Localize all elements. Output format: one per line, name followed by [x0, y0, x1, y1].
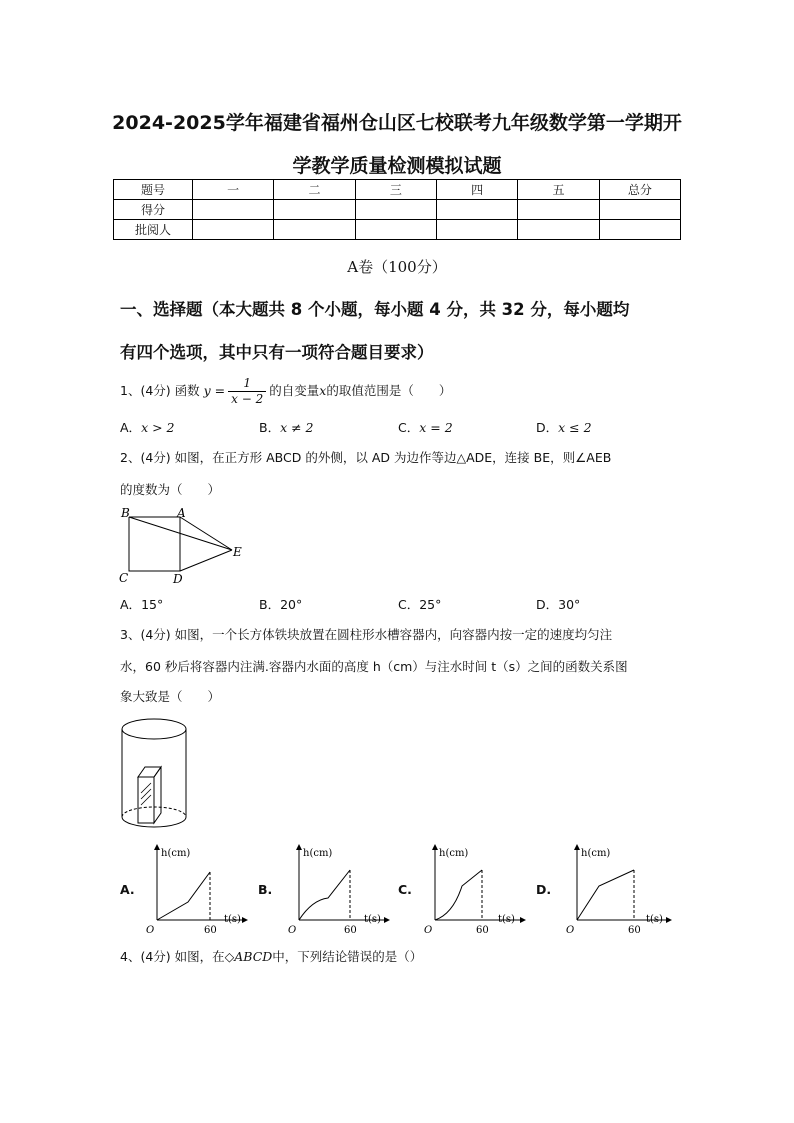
volume-label: A卷（100分）: [347, 258, 447, 276]
q1-option-c: C．x = 2: [398, 420, 453, 435]
svg-text:t(s): t(s): [364, 914, 381, 925]
svg-text:60: 60: [476, 925, 489, 936]
q4-prefix: 4、(4分) 如图，在: [120, 949, 225, 964]
q2-option-d: D．30°: [536, 597, 581, 612]
question-3-line3: 象大致是（ ）: [120, 689, 221, 704]
q1-numerator: 1: [228, 376, 266, 392]
label-a: A: [177, 506, 186, 520]
q3-graph-d: [562, 842, 677, 936]
svg-text:60: 60: [344, 925, 357, 936]
table-cell: 四: [436, 180, 517, 200]
label-e: E: [233, 545, 242, 559]
score-cell: [274, 200, 355, 220]
table-cell: 五: [518, 180, 599, 200]
q4-shape: ◇ABCD: [224, 949, 273, 964]
svg-text:t(s): t(s): [224, 914, 241, 925]
score-cell: [599, 200, 680, 220]
q2-square-figure: [114, 504, 254, 588]
section-heading-line2: 有四个选项，其中只有一项符合题目要求）: [120, 343, 434, 362]
score-cell: [436, 220, 517, 240]
q4-suffix: 中，下列结论错误的是（）: [272, 949, 423, 964]
q1-y-eq: y =: [203, 383, 226, 398]
q1-fraction: [228, 376, 266, 407]
svg-text:t(s): t(s): [498, 914, 515, 925]
score-cell: [355, 220, 436, 240]
q1-option-b: B．x ≠ 2: [259, 420, 314, 435]
q1-prefix: 1、(4分) 函数: [120, 383, 200, 398]
score-cell: [518, 220, 599, 240]
svg-text:h(cm): h(cm): [439, 848, 469, 859]
label-b: B: [121, 506, 130, 520]
table-cell: 一: [193, 180, 274, 200]
table-cell: 三: [355, 180, 436, 200]
question-3-line1: 3、(4分) 如图，一个长方体铁块放置在圆柱形水槽容器内，向容器内按一定的速度均匀注: [120, 627, 613, 642]
svg-text:O: O: [146, 925, 155, 936]
svg-text:60: 60: [628, 925, 641, 936]
q3-graph-a: [142, 842, 252, 936]
svg-text:60: 60: [204, 925, 217, 936]
q1-var: x: [319, 383, 327, 398]
score-cell: [518, 200, 599, 220]
score-table: [113, 179, 681, 240]
question-3-line2: 水，60 秒后将容器内注满.容器内水面的高度 h（cm）与注水时间 t（s）之间的函数关系图: [120, 659, 628, 674]
q3-graph-c: [420, 842, 530, 936]
score-cell: [599, 220, 680, 240]
q1-suffix-b: 的取值范围是（ ）: [326, 383, 452, 398]
svg-text:h(cm): h(cm): [303, 848, 333, 859]
table-cell: 二: [274, 180, 355, 200]
question-2-line1: 2、(4分) 如图，在正方形 ABCD 的外侧，以 AD 为边作等边△ADE，连接 BE，则∠AEB: [120, 450, 612, 465]
svg-text:O: O: [424, 925, 433, 936]
q1-denominator: x − 2: [231, 391, 264, 406]
question-2-line2: 的度数为（ ）: [120, 482, 221, 497]
score-cell: [355, 200, 436, 220]
q1-option-a: A．x > 2: [120, 420, 175, 435]
table-cell: 题号: [114, 180, 193, 200]
score-cell: [436, 200, 517, 220]
score-cell: [274, 220, 355, 240]
svg-text:t(s): t(s): [646, 914, 663, 925]
exam-title-line2: 学教学质量检测模拟试题: [292, 155, 502, 177]
q3-option-d-label: D.: [536, 882, 552, 897]
score-cell: [193, 220, 274, 240]
score-table-row: [114, 220, 681, 240]
q3-graph-b: [284, 842, 394, 936]
score-table-header-row: [114, 180, 681, 200]
table-cell: 得分: [114, 200, 193, 220]
question-4: [120, 948, 422, 966]
svg-text:O: O: [288, 925, 297, 936]
label-d: D: [173, 572, 183, 586]
q3-cylinder-figure: [118, 717, 192, 837]
q3-option-a-label: A.: [120, 882, 135, 897]
svg-text:O: O: [566, 925, 575, 936]
label-c: C: [119, 571, 129, 585]
section-heading-line1: 一、选择题（本大题共 8 个小题，每小题 4 分，共 32 分，每小题均: [120, 300, 630, 319]
q1-suffix-a: 的自变量: [269, 383, 320, 398]
svg-text:h(cm): h(cm): [161, 848, 191, 859]
question-1: [120, 371, 451, 411]
table-cell: 批阅人: [114, 220, 193, 240]
q1-option-d: D．x ≤ 2: [536, 420, 592, 435]
table-cell: 总分: [599, 180, 680, 200]
svg-text:h(cm): h(cm): [581, 848, 611, 859]
q3-option-b-label: B.: [258, 882, 273, 897]
q2-option-b: B．20°: [259, 597, 303, 612]
score-cell: [193, 200, 274, 220]
q2-option-c: C．25°: [398, 597, 442, 612]
q2-option-a: A．15°: [120, 597, 164, 612]
exam-title-line1: 2024-2025学年福建省福州仓山区七校联考九年级数学第一学期开: [112, 112, 682, 134]
score-table-row: [114, 200, 681, 220]
q3-option-c-label: C.: [398, 882, 412, 897]
